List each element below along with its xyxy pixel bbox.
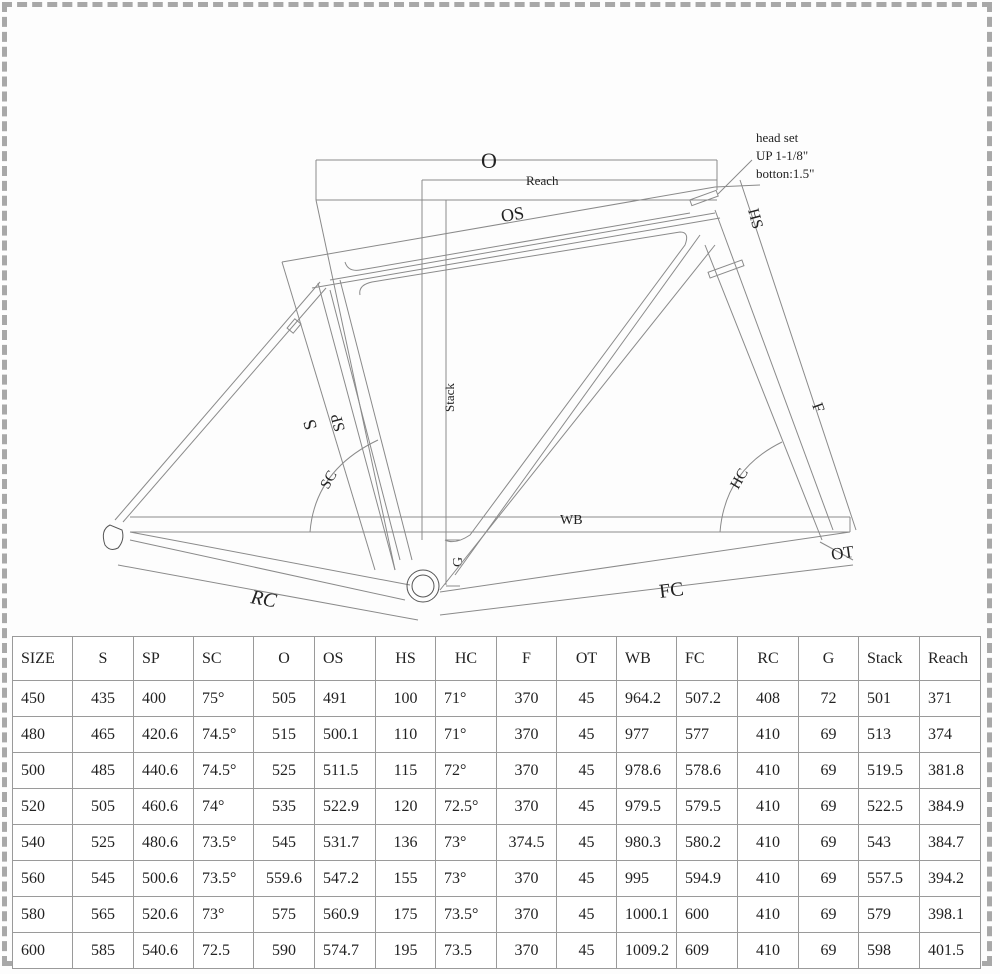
dimension-ot — [820, 542, 856, 564]
cell-size: 580 — [13, 897, 73, 933]
dimension-o — [316, 148, 717, 200]
cell-size: 480 — [13, 717, 73, 753]
cell-o: 505 — [254, 681, 315, 717]
cell-hc: 73° — [436, 825, 497, 861]
cell-g: 69 — [799, 717, 859, 753]
geometry-table — [12, 636, 981, 969]
dimension-stack — [442, 200, 457, 585]
headset-note-line1: head set — [756, 130, 799, 145]
label-o: O — [481, 148, 497, 173]
label-hs: HS — [744, 206, 766, 231]
table-row — [13, 933, 981, 969]
cell-sp: 400 — [134, 681, 194, 717]
cell-size: 540 — [13, 825, 73, 861]
seat-stay — [115, 282, 326, 522]
cell-stack: 543 — [859, 825, 920, 861]
cell-stack: 598 — [859, 933, 920, 969]
rear-dropout — [103, 525, 123, 549]
header-s: S — [73, 637, 134, 681]
cell-wb: 980.3 — [617, 825, 677, 861]
header-hc: HC — [436, 637, 497, 681]
cell-reach: 384.7 — [920, 825, 981, 861]
cell-sc: 73° — [194, 897, 254, 933]
cell-rc: 408 — [738, 681, 799, 717]
cell-stack: 522.5 — [859, 789, 920, 825]
top-tube — [282, 187, 720, 288]
cell-wb: 1000.1 — [617, 897, 677, 933]
cell-f: 370 — [497, 717, 557, 753]
cell-hs: 115 — [376, 753, 436, 789]
cell-fc: 507.2 — [677, 681, 738, 717]
cell-g: 69 — [799, 753, 859, 789]
head-tube — [690, 180, 856, 540]
label-fc: FC — [657, 578, 685, 603]
cell-wb: 978.6 — [617, 753, 677, 789]
cell-fc: 580.2 — [677, 825, 738, 861]
cell-sp: 520.6 — [134, 897, 194, 933]
cell-ot: 45 — [557, 861, 617, 897]
label-sp: SP — [327, 411, 349, 434]
label-sc: SC — [317, 468, 341, 492]
header-hs: HS — [376, 637, 436, 681]
cell-hc: 73.5° — [436, 897, 497, 933]
cell-stack: 579 — [859, 897, 920, 933]
cell-o: 545 — [254, 825, 315, 861]
cell-sp: 420.6 — [134, 717, 194, 753]
headset-leader-line — [718, 160, 752, 194]
seat-tube — [282, 200, 412, 570]
cell-s: 465 — [73, 717, 134, 753]
cell-os: 531.7 — [315, 825, 376, 861]
header-ot: OT — [557, 637, 617, 681]
cell-sp: 540.6 — [134, 933, 194, 969]
cell-reach: 384.9 — [920, 789, 981, 825]
cell-ot: 45 — [557, 753, 617, 789]
cell-sc: 73.5° — [194, 861, 254, 897]
cell-size: 520 — [13, 789, 73, 825]
cell-o: 535 — [254, 789, 315, 825]
cell-g: 69 — [799, 825, 859, 861]
cell-hs: 110 — [376, 717, 436, 753]
cell-o: 515 — [254, 717, 315, 753]
cell-g: 69 — [799, 933, 859, 969]
cell-os: 522.9 — [315, 789, 376, 825]
cell-s: 505 — [73, 789, 134, 825]
cell-g: 69 — [799, 789, 859, 825]
cell-wb: 964.2 — [617, 681, 677, 717]
cell-size: 450 — [13, 681, 73, 717]
cell-f: 370 — [497, 897, 557, 933]
cell-os: 491 — [315, 681, 376, 717]
label-rc: RC — [249, 586, 279, 613]
down-tube — [440, 245, 715, 590]
header-fc: FC — [677, 637, 738, 681]
cell-s: 485 — [73, 753, 134, 789]
cell-rc: 410 — [738, 933, 799, 969]
header-f: F — [497, 637, 557, 681]
cell-f: 370 — [497, 681, 557, 717]
cell-rc: 410 — [738, 753, 799, 789]
cell-reach: 381.8 — [920, 753, 981, 789]
cell-fc: 577 — [677, 717, 738, 753]
cell-stack: 513 — [859, 717, 920, 753]
cell-os: 500.1 — [315, 717, 376, 753]
chain-stay — [118, 532, 418, 620]
cell-o: 559.6 — [254, 861, 315, 897]
cell-f: 370 — [497, 861, 557, 897]
cell-os: 511.5 — [315, 753, 376, 789]
label-stack: Stack — [442, 383, 457, 412]
cell-g: 69 — [799, 861, 859, 897]
cell-rc: 410 — [738, 717, 799, 753]
cell-sc: 74.5° — [194, 717, 254, 753]
header-os: OS — [315, 637, 376, 681]
cell-rc: 410 — [738, 861, 799, 897]
cell-f: 370 — [497, 753, 557, 789]
seat-angle-arc — [310, 440, 378, 532]
cell-size: 560 — [13, 861, 73, 897]
cell-rc: 410 — [738, 825, 799, 861]
cell-wb: 1009.2 — [617, 933, 677, 969]
cell-o: 525 — [254, 753, 315, 789]
table-header-row — [13, 637, 981, 681]
cell-sp: 460.6 — [134, 789, 194, 825]
cell-o: 575 — [254, 897, 315, 933]
cell-sp: 440.6 — [134, 753, 194, 789]
label-os: OS — [499, 202, 526, 226]
label-s: S — [298, 417, 321, 433]
header-sp: SP — [134, 637, 194, 681]
label-g: G — [451, 556, 466, 567]
table-row — [13, 825, 981, 861]
cell-sc: 72.5 — [194, 933, 254, 969]
table-row — [13, 861, 981, 897]
cell-rc: 410 — [738, 789, 799, 825]
dimension-wb — [130, 513, 850, 532]
cell-s: 585 — [73, 933, 134, 969]
header-reach: Reach — [920, 637, 981, 681]
cell-hc: 72° — [436, 753, 497, 789]
cell-hs: 175 — [376, 897, 436, 933]
cell-f: 370 — [497, 933, 557, 969]
cell-reach: 394.2 — [920, 861, 981, 897]
cell-hs: 195 — [376, 933, 436, 969]
front-triangle — [360, 232, 687, 542]
cell-hc: 71° — [436, 681, 497, 717]
cell-hs: 136 — [376, 825, 436, 861]
cell-wb: 977 — [617, 717, 677, 753]
cell-ot: 45 — [557, 933, 617, 969]
headset-note — [756, 130, 814, 181]
cell-hs: 120 — [376, 789, 436, 825]
cell-fc: 609 — [677, 933, 738, 969]
cell-g: 69 — [799, 897, 859, 933]
cell-ot: 45 — [557, 825, 617, 861]
cell-size: 600 — [13, 933, 73, 969]
cell-hc: 71° — [436, 717, 497, 753]
cell-wb: 979.5 — [617, 789, 677, 825]
cell-s: 525 — [73, 825, 134, 861]
label-reach: Reach — [526, 173, 559, 188]
header-g: G — [799, 637, 859, 681]
cell-hs: 155 — [376, 861, 436, 897]
bottom-bracket — [407, 540, 466, 602]
cell-rc: 410 — [738, 897, 799, 933]
cell-g: 72 — [799, 681, 859, 717]
cell-hc: 72.5° — [436, 789, 497, 825]
dimension-reach — [422, 173, 717, 540]
cell-sc: 74° — [194, 789, 254, 825]
label-wb: WB — [560, 513, 583, 528]
cell-fc: 600 — [677, 897, 738, 933]
cell-stack: 501 — [859, 681, 920, 717]
header-o: O — [254, 637, 315, 681]
header-rc: RC — [738, 637, 799, 681]
header-size: SIZE — [13, 637, 73, 681]
table-row — [13, 789, 981, 825]
cell-sp: 480.6 — [134, 825, 194, 861]
header-stack: Stack — [859, 637, 920, 681]
headset-note-line2: UP 1-1/8" — [756, 148, 809, 163]
cell-ot: 45 — [557, 789, 617, 825]
cell-ot: 45 — [557, 681, 617, 717]
label-ot: OT — [829, 541, 856, 564]
cell-ot: 45 — [557, 717, 617, 753]
cell-os: 560.9 — [315, 897, 376, 933]
cell-os: 574.7 — [315, 933, 376, 969]
cell-reach: 374 — [920, 717, 981, 753]
cell-wb: 995 — [617, 861, 677, 897]
cell-ot: 45 — [557, 897, 617, 933]
label-hc: HC — [727, 465, 752, 492]
cell-fc: 578.6 — [677, 753, 738, 789]
cell-reach: 398.1 — [920, 897, 981, 933]
cell-reach: 371 — [920, 681, 981, 717]
cell-sc: 73.5° — [194, 825, 254, 861]
table-row — [13, 753, 981, 789]
cell-fc: 579.5 — [677, 789, 738, 825]
header-sc: SC — [194, 637, 254, 681]
cell-sp: 500.6 — [134, 861, 194, 897]
cell-s: 545 — [73, 861, 134, 897]
cell-o: 590 — [254, 933, 315, 969]
cell-s: 565 — [73, 897, 134, 933]
cell-reach: 401.5 — [920, 933, 981, 969]
header-wb: WB — [617, 637, 677, 681]
head-angle-arc — [720, 442, 782, 532]
cell-hc: 73° — [436, 861, 497, 897]
table-row — [13, 897, 981, 933]
cell-size: 500 — [13, 753, 73, 789]
cell-f: 370 — [497, 789, 557, 825]
cell-sc: 75° — [194, 681, 254, 717]
cell-stack: 557.5 — [859, 861, 920, 897]
headset-note-line3: botton:1.5" — [756, 166, 815, 181]
cell-os: 547.2 — [315, 861, 376, 897]
cell-f: 374.5 — [497, 825, 557, 861]
dimension-fc — [440, 532, 853, 615]
table-row — [13, 717, 981, 753]
cell-s: 435 — [73, 681, 134, 717]
label-f: F — [808, 400, 828, 415]
table-row — [13, 681, 981, 717]
cell-hs: 100 — [376, 681, 436, 717]
cell-sc: 74.5° — [194, 753, 254, 789]
cell-fc: 594.9 — [677, 861, 738, 897]
cell-hc: 73.5 — [436, 933, 497, 969]
cell-stack: 519.5 — [859, 753, 920, 789]
